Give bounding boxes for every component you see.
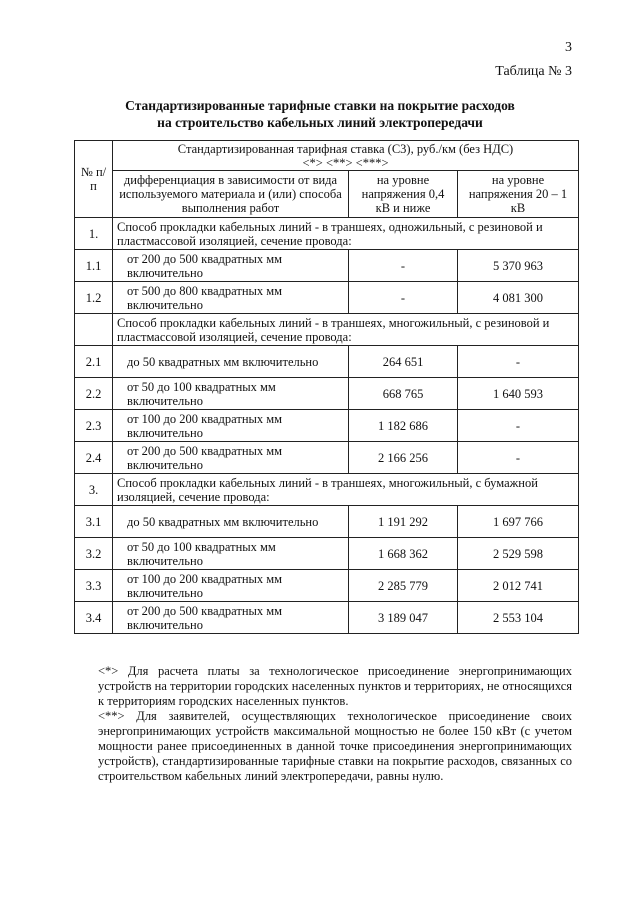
row-description: до 50 квадратных мм включительно xyxy=(113,346,349,378)
section-row xyxy=(75,474,579,506)
rate-low-voltage: - xyxy=(349,282,458,314)
table-row xyxy=(75,346,579,378)
footnote-1: <*> Для расчета платы за технологическое присоединение энергопринимающих устройств на территории городских населенных пунктов и территориях, не относящихся к территориям городских населенных пунктов. xyxy=(98,664,573,708)
rate-low-voltage: 668 765 xyxy=(349,378,458,410)
section-title: Способ прокладки кабельных линий - в траншеях, многожильный, с резиновой и пластмассовой изоляцией, сечение провода: xyxy=(113,314,579,346)
rate-mid-voltage: 4 081 300 xyxy=(458,282,579,314)
document-title xyxy=(80,97,560,131)
row-number: 3.1 xyxy=(75,506,113,538)
header-rate-title: Стандартизированная тарифная ставка (С3), руб./км (без НДС) xyxy=(177,141,514,156)
row-description: от 200 до 500 квадратных мм включительно xyxy=(113,602,349,634)
rate-low-voltage: 2 285 779 xyxy=(349,570,458,602)
row-description: от 200 до 500 квадратных мм включительно xyxy=(113,250,349,282)
row-number: 1.1 xyxy=(75,250,113,282)
row-number: 3.4 xyxy=(75,602,113,634)
tariff-table xyxy=(74,140,579,634)
rate-low-voltage: 1 182 686 xyxy=(349,410,458,442)
section-title: Способ прокладки кабельных линий - в траншеях, многожильный, с бумажной изоляцией, сечение провода: xyxy=(113,474,579,506)
row-number: 2.1 xyxy=(75,346,113,378)
row-description: от 200 до 500 квадратных мм включительно xyxy=(113,442,349,474)
rate-low-voltage: - xyxy=(349,250,458,282)
row-number: 2.3 xyxy=(75,410,113,442)
header-col-low: на уровне напряжения 0,4 кВ и ниже xyxy=(349,171,458,218)
table-row xyxy=(75,410,579,442)
rate-low-voltage: 264 651 xyxy=(349,346,458,378)
table-row xyxy=(75,442,579,474)
table-row xyxy=(75,282,579,314)
page-number: 3 xyxy=(565,40,572,55)
row-description: до 50 квадратных мм включительно xyxy=(113,506,349,538)
table-row xyxy=(75,570,579,602)
row-number: 1.2 xyxy=(75,282,113,314)
row-number: 3.2 xyxy=(75,538,113,570)
footnotes xyxy=(98,664,572,784)
section-number xyxy=(75,314,113,346)
rate-mid-voltage: 1 640 593 xyxy=(458,378,579,410)
section-number: 1. xyxy=(75,218,113,250)
section-title: Способ прокладки кабельных линий - в траншеях, одножильный, с резиновой и пластмассовой изоляцией, сечение провода: xyxy=(113,218,579,250)
rate-mid-voltage: 1 697 766 xyxy=(458,506,579,538)
row-number: 2.2 xyxy=(75,378,113,410)
rate-low-voltage: 3 189 047 xyxy=(349,602,458,634)
row-number: 2.4 xyxy=(75,442,113,474)
title-line-1: Стандартизированные тарифные ставки на покрытие расходов xyxy=(125,98,515,113)
row-description: от 50 до 100 квадратных мм включительно xyxy=(113,538,349,570)
rate-mid-voltage: 2 529 598 xyxy=(458,538,579,570)
section-number: 3. xyxy=(75,474,113,506)
rate-low-voltage: 1 191 292 xyxy=(349,506,458,538)
rate-mid-voltage: 2 012 741 xyxy=(458,570,579,602)
rate-mid-voltage: - xyxy=(458,346,579,378)
rate-mid-voltage: - xyxy=(458,410,579,442)
row-description: от 50 до 100 квадратных мм включительно xyxy=(113,378,349,410)
row-description: от 100 до 200 квадратных мм включительно xyxy=(113,570,349,602)
section-row xyxy=(75,314,579,346)
row-description: от 500 до 800 квадратных мм включительно xyxy=(113,282,349,314)
row-number: 3.3 xyxy=(75,570,113,602)
header-col-mid: на уровне напряжения 20 – 1 кВ xyxy=(458,171,579,218)
table-row xyxy=(75,250,579,282)
rate-mid-voltage: 5 370 963 xyxy=(458,250,579,282)
rate-low-voltage: 1 668 362 xyxy=(349,538,458,570)
header-rate xyxy=(113,141,579,171)
rate-low-voltage: 2 166 256 xyxy=(349,442,458,474)
rate-mid-voltage: 2 553 104 xyxy=(458,602,579,634)
header-rate-refs: <*> <**> <***> xyxy=(302,155,389,170)
section-row xyxy=(75,218,579,250)
table-row xyxy=(75,378,579,410)
title-line-2: на строительство кабельных линий электропередачи xyxy=(157,115,483,130)
table-row xyxy=(75,538,579,570)
row-description: от 100 до 200 квадратных мм включительно xyxy=(113,410,349,442)
footnote-2: <**> Для заявителей, осуществляющих технологическое присоединение своих энергопринимающих устройств максимальной мощностью не более 150 кВт (с учетом мощности ранее присоединенных в данной точке присоединения энергопринимающих устройств), стандартизированные тарифные ставки на покрытие расходов, связанных со строительством кабельных линий электропередачи, равны нулю. xyxy=(98,709,572,783)
table-row xyxy=(75,506,579,538)
header-diff: дифференциация в зависимости от вида используемого материала и (или) способа выполнения работ xyxy=(113,171,349,218)
header-num: № п/п xyxy=(75,141,113,218)
rate-mid-voltage: - xyxy=(458,442,579,474)
table-row xyxy=(75,602,579,634)
table-label: Таблица № 3 xyxy=(495,64,572,79)
